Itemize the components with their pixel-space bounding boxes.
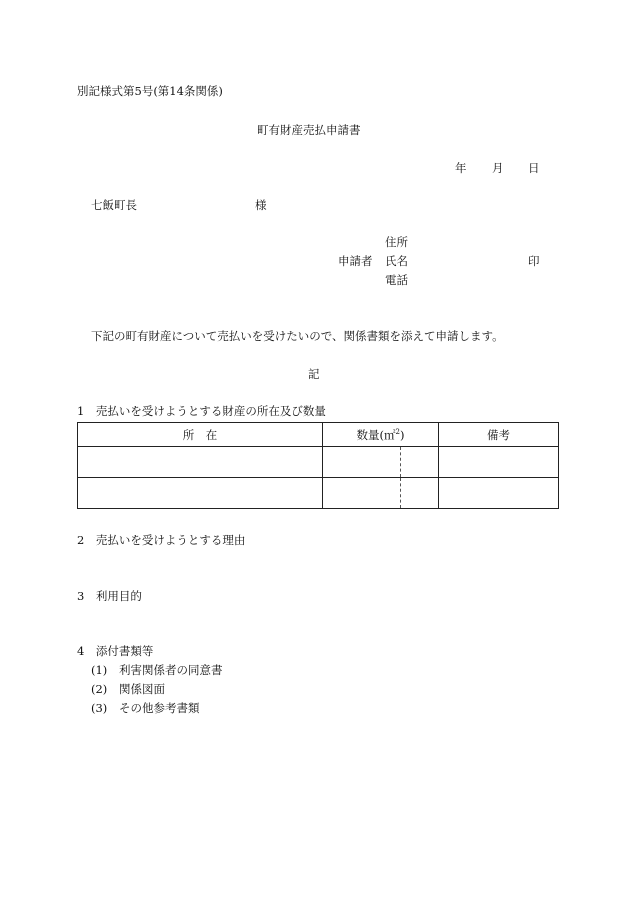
attachment-item-label: その他参考書類 <box>119 701 200 715</box>
attachment-item-number: (3) <box>91 701 108 715</box>
table-header-row <box>78 423 559 447</box>
attachment-item-number: (1) <box>91 663 108 677</box>
section1-heading: 1 売払いを受けようとする財産の所在及び数量 <box>77 404 326 418</box>
table-row <box>78 447 559 478</box>
quantity-cell[interactable] <box>323 447 439 478</box>
date-day-label: 日 <box>528 161 540 175</box>
location-cell[interactable] <box>78 447 323 478</box>
addressee-honorific: 様 <box>255 198 267 212</box>
applicant-name-label: 氏名 <box>385 254 408 268</box>
date-year-label: 年 <box>455 161 467 175</box>
decimal-divider <box>400 447 401 477</box>
remarks-header <box>439 423 559 447</box>
applicant-phone-label: 電話 <box>385 273 408 287</box>
property-table <box>77 422 559 509</box>
body-text: 下記の町有財産について売払いを受けたいので、関係書類を添えて申請します。 <box>91 329 504 343</box>
quantity-header-label: 数量(㎡ <box>356 427 396 442</box>
applicant-address-label: 住所 <box>385 235 408 249</box>
section3-heading: 3 利用目的 <box>77 589 142 603</box>
ki-heading: 記 <box>308 367 320 381</box>
section4-heading: 4 添付書類等 <box>77 644 154 658</box>
location-cell[interactable] <box>78 478 323 509</box>
location-header-label: 所 在 <box>182 427 218 442</box>
attachment-item-number: (2) <box>91 682 108 696</box>
addressee-name: 七飯町長 <box>91 198 137 212</box>
applicant-role: 申請者 <box>338 254 373 268</box>
table-row <box>78 478 559 509</box>
attachment-item-label: 利害関係者の同意書 <box>119 663 223 677</box>
quantity-header <box>323 423 439 447</box>
seal-mark: 印 <box>528 254 540 268</box>
date-month-label: 月 <box>492 161 504 175</box>
page-title: 町有財産売払申請書 <box>257 123 361 137</box>
remarks-header-label: 備考 <box>487 427 510 442</box>
remarks-cell[interactable] <box>439 478 559 509</box>
attachment-item-label: 関係図面 <box>119 682 165 696</box>
quantity-header-close: ) <box>399 427 405 442</box>
square-exponent: 2 <box>395 427 400 436</box>
section2-heading: 2 売払いを受けようとする理由 <box>77 533 246 547</box>
location-header <box>78 423 323 447</box>
quantity-cell[interactable] <box>323 478 439 509</box>
remarks-cell[interactable] <box>439 447 559 478</box>
form-reference: 別記様式第5号(第14条関係) <box>77 84 223 98</box>
decimal-divider <box>400 478 401 508</box>
